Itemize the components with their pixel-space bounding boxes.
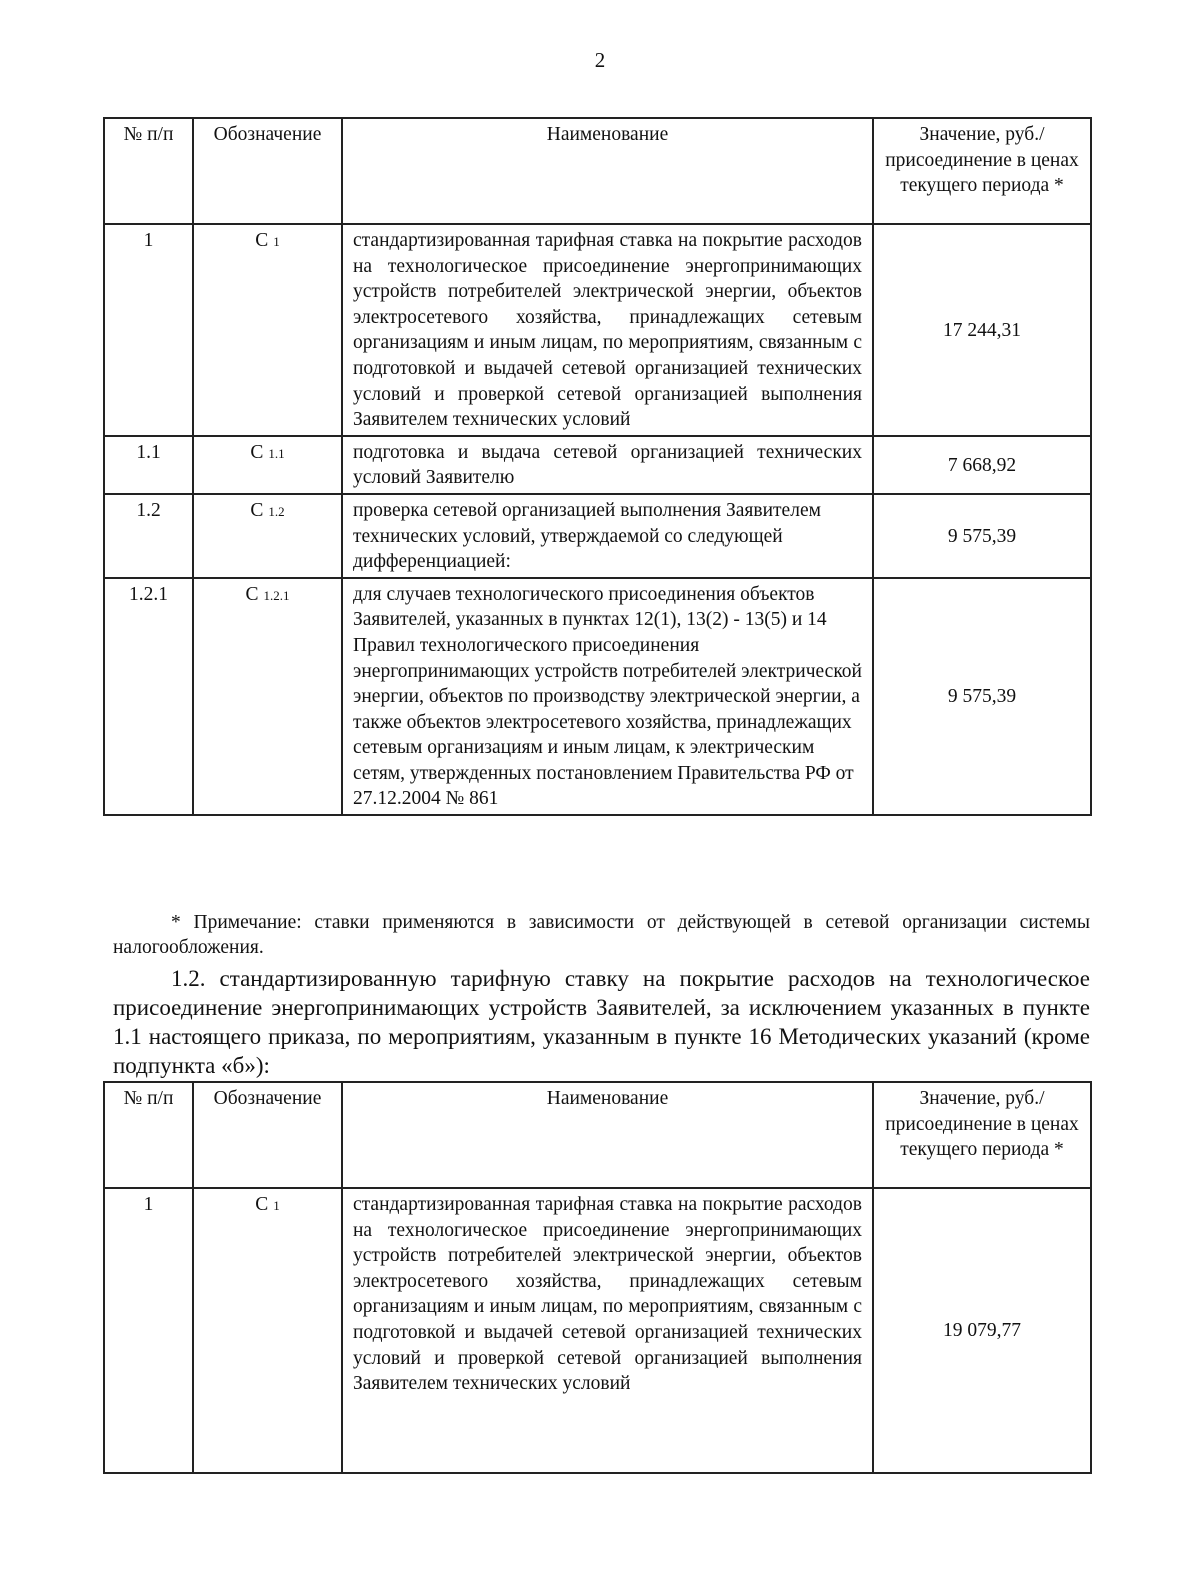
code-subscript: 1.2: [268, 503, 285, 519]
code-letter: С: [250, 499, 264, 521]
row-value: 9 575,39: [873, 578, 1091, 815]
row-num: 1: [104, 1188, 193, 1473]
tariff-table-1: [103, 117, 1092, 816]
paragraph-1-2: 1.2. стандартизированную тарифную ставку на покрытие расходов на технологическое присоединение энергопринимающих устройств Заявителей, за исключением указанных в пункте 1.1 настоящего приказа, по мероприятиям, указанным в пункте 16 Методических указаний (кроме подпункта «б»):: [113, 966, 1090, 1078]
header-code: Обозначение: [193, 118, 342, 224]
code-subscript: 1.2.1: [263, 587, 290, 603]
row-code: [193, 224, 342, 436]
row-name: стандартизированная тарифная ставка на покрытие расходов на технологическое присоединение энергопринимающих устройств потребителей электрической энергии, объектов электросетевого хозяйства, принадлежащих сетевым организациям и иным лицам, по мероприятиям, связанным с подготовкой и выдачей сетевой организацией технических условий и проверкой сетевой организацией выполнения Заявителем технических условий: [342, 224, 873, 436]
table-header-row: [104, 1082, 1091, 1188]
row-num: 1: [104, 224, 193, 436]
code-subscript: 1: [273, 1198, 280, 1213]
row-code: [193, 1188, 342, 1473]
code-subscript: 1.1: [268, 445, 285, 461]
code-subscript: 1: [273, 234, 280, 249]
row-value: 7 668,92: [873, 436, 1091, 494]
code-letter: С: [255, 230, 269, 251]
row-num: 1.1: [104, 436, 193, 494]
table-row: [104, 1188, 1091, 1473]
header-name: Наименование: [342, 118, 873, 224]
header-name: Наименование: [342, 1082, 873, 1188]
row-value: 19 079,77: [873, 1188, 1091, 1473]
row-name: проверка сетевой организацией выполнения Заявителем технических условий, утверждаемой со следующей дифференциацией:: [342, 494, 873, 578]
code-letter: С: [255, 1194, 269, 1215]
header-value: Значение, руб./присоединение в ценах текущего периода *: [873, 1082, 1091, 1188]
header-num: № п/п: [104, 1082, 193, 1188]
row-num: 1.2.1: [104, 578, 193, 815]
header-num: № п/п: [104, 118, 193, 224]
table-row: [104, 436, 1091, 494]
header-value: Значение, руб./присоединение в ценах текущего периода *: [873, 118, 1091, 224]
row-name: стандартизированная тарифная ставка на покрытие расходов на технологическое присоединение энергопринимающих устройств потребителей электрической энергии, объектов электросетевого хозяйства, принадлежащих сетевым организациям и иным лицам, по мероприятиям, связанным с подготовкой и выдачей сетевой организацией технических условий и проверкой сетевой организацией выполнения Заявителем технических условий: [342, 1188, 873, 1473]
table-row: [104, 224, 1091, 436]
header-code: Обозначение: [193, 1082, 342, 1188]
page-number: 2: [594, 48, 606, 72]
code-letter: С: [245, 583, 259, 605]
table-row: [104, 578, 1091, 815]
row-name: подготовка и выдача сетевой организацией технических условий Заявителю: [342, 436, 873, 494]
row-code: [193, 436, 342, 494]
row-value: 17 244,31: [873, 224, 1091, 436]
row-name: для случаев технологического присоединения объектов Заявителей, указанных в пунктах 12(1), 13(2) - 13(5) и 14 Правил технологического присоединения энергопринимающих устройств потребителей электрической энергии, объектов по производству электрической энергии, а также объектов электросетевого хозяйства, принадлежащих сетевым организациям и иным лицам, к электрическим сетям, утвержденных постановлением Правительства РФ от 27.12.2004 № 861: [342, 578, 873, 815]
row-value: 9 575,39: [873, 494, 1091, 578]
tariff-table-2: [103, 1081, 1092, 1474]
table-header-row: [104, 118, 1091, 224]
footnote: * Примечание: ставки применяются в зависимости от действующей в сетевой организации системы налогообложения.: [113, 912, 1090, 958]
row-code: [193, 494, 342, 578]
code-letter: С: [250, 441, 264, 463]
row-code: [193, 578, 342, 815]
row-num: 1.2: [104, 494, 193, 578]
table-row: [104, 494, 1091, 578]
